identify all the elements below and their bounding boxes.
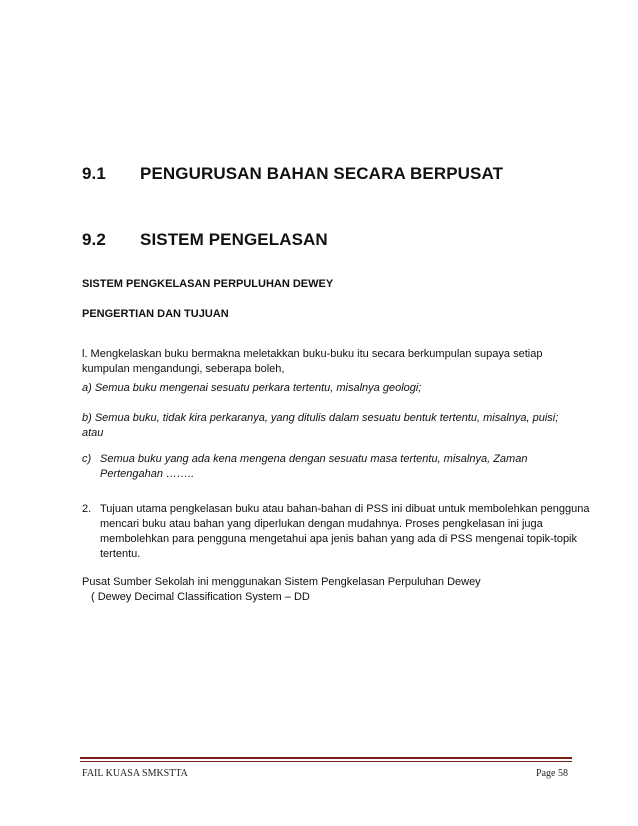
paragraph-text: Tujuan utama pengkelasan buku atau bahan-bahan di PSS ini dibuat untuk membolehkan pengguna mencari buku atau bahan yang diperlukan dengan mudahnya. Proses pengkelasan ini juga membolehkan para pengguna mengetahui apa jenis bahan yang ada di PSS mengenai topik-topik tertentu. bbox=[100, 503, 590, 560]
paragraph-2 bbox=[82, 502, 590, 562]
heading-number: 9.2 bbox=[82, 230, 106, 249]
heading-number: 9.1 bbox=[82, 164, 106, 183]
paragraph-3 bbox=[82, 575, 572, 605]
footer-rule-thin bbox=[80, 761, 572, 762]
list-text: Semua buku yang ada kena mengena dengan sesuatu masa tertentu, misalnya, Zaman Pertengahan …….. bbox=[100, 453, 528, 480]
list-item-b: b) Semua buku, tidak kira perkaranya, yang ditulis dalam sesuatu bentuk tertentu, misalnya, puisi; atau bbox=[82, 412, 559, 439]
footer-title: FAIL KUASA SMKSTTA bbox=[82, 768, 188, 779]
subheading-dewey: SISTEM PENGKELASAN PERPULUHAN DEWEY bbox=[82, 278, 334, 290]
paragraph-number: 2. bbox=[82, 503, 92, 515]
list-item-a: a) Semua buku mengenai sesuatu perkara tertentu, misalnya geologi; bbox=[82, 382, 422, 394]
subheading-pengertian: PENGERTIAN DAN TUJUAN bbox=[82, 308, 229, 320]
heading-text: PENGURUSAN BAHAN SECARA BERPUSAT bbox=[140, 164, 504, 183]
paragraph-line: Pusat Sumber Sekolah ini menggunakan Sistem Pengkelasan Perpuluhan Dewey bbox=[82, 576, 481, 588]
list-label: c) bbox=[82, 453, 92, 465]
heading-text: SISTEM PENGELASAN bbox=[140, 230, 328, 249]
paragraph-line: ( Dewey Decimal Classification System – DD bbox=[91, 591, 310, 603]
paragraph-1: l. Mengkelaskan buku bermakna meletakkan buku-buku itu secara berkumpulan supaya setiap kumpulan mengandungi, seberapa boleh, bbox=[82, 348, 543, 375]
page-number: Page 58 bbox=[536, 768, 568, 779]
list-item-c bbox=[82, 452, 572, 482]
footer-rule bbox=[80, 757, 572, 759]
